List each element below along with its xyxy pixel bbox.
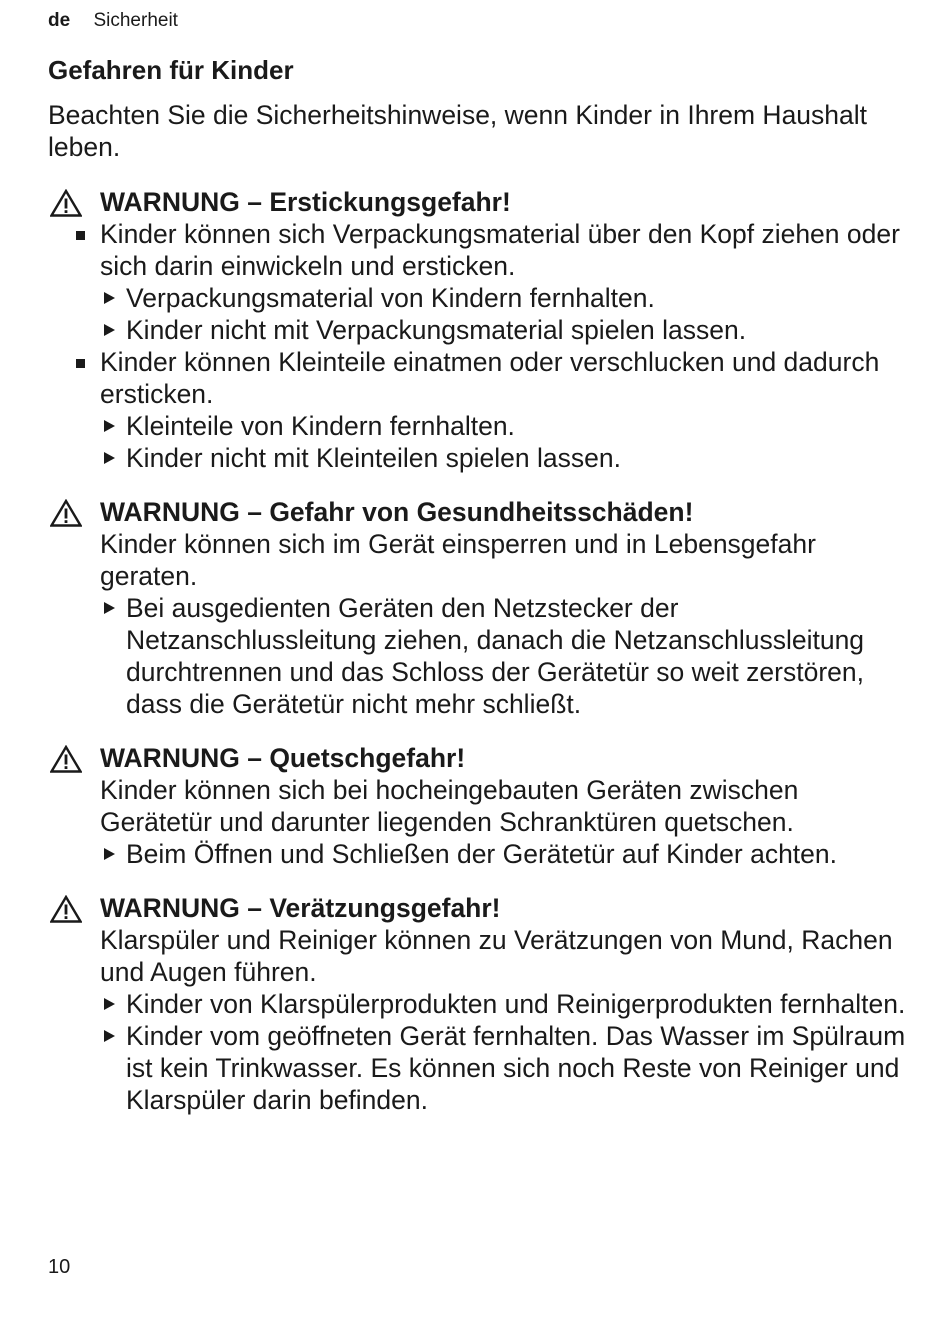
intro-text: Beachten Sie die Sicherheitshinweise, wenn Kinder in Ihrem Haushalt leben. — [48, 100, 868, 162]
step-item: Bei ausgedienten Geräten den Netzstecker der Netzanschlussleitung ziehen, danach die Netzanschlussleitung durchtrennen und das Schloss der Gerätetür so weit zerstören, dass die Gerätetür nicht mehr schließt. — [48, 592, 908, 720]
page-header — [48, 9, 178, 33]
warning-health-damage — [48, 496, 908, 720]
warning-text: Klarspüler und Reiniger können zu Verätzungen von Mund, Rachen und Augen führen. — [100, 925, 893, 987]
section-name: Sicherheit — [93, 10, 178, 31]
warning-title: WARNUNG – Erstickungsgefahr! — [48, 186, 908, 218]
triangle-arrow-icon — [104, 452, 115, 464]
warning-title: WARNUNG – Verätzungsgefahr! — [48, 892, 908, 924]
main-content — [48, 54, 908, 1138]
step-item: Kinder nicht mit Verpackungsmaterial spielen lassen. — [100, 314, 908, 346]
list-item: Kinder können Kleinteile einatmen oder verschlucken und dadurch ersticken. Kleinteile von Kindern fernhalten. Kinder nicht mit Kleinteilen spielen lassen. — [48, 346, 908, 474]
warning-triangle-icon — [50, 499, 82, 527]
triangle-arrow-icon — [104, 324, 115, 336]
page-number: 10 — [48, 1256, 71, 1278]
warning-triangle-icon — [50, 189, 82, 217]
list-item: Kinder können sich Verpackungsmaterial über den Kopf ziehen oder sich darin einwickeln und ersticken. Verpackungsmaterial von Kindern fernhalten. Kinder nicht mit Verpackungsmaterial spielen lassen. — [48, 218, 908, 346]
triangle-arrow-icon — [104, 848, 115, 860]
language-code: de — [48, 10, 71, 31]
step-list — [100, 410, 908, 474]
warning-triangle-icon — [50, 745, 82, 773]
step-list — [48, 592, 908, 720]
step-item: Verpackungsmaterial von Kindern fernhalten. — [100, 282, 908, 314]
page-title: Gefahren für Kinder — [48, 55, 294, 85]
step-item: Beim Öffnen und Schließen der Gerätetür auf Kinder achten. — [48, 838, 908, 870]
triangle-arrow-icon — [104, 998, 115, 1010]
warning-text: Kinder können sich bei hocheingebauten Geräten zwischen Gerätetür und darunter liegenden Schranktüren quetschen. — [100, 775, 799, 837]
warning-triangle-icon — [50, 895, 82, 923]
step-list — [48, 838, 908, 870]
triangle-arrow-icon — [104, 1030, 115, 1042]
warning-title: WARNUNG – Quetschgefahr! — [48, 742, 908, 774]
triangle-arrow-icon — [104, 292, 115, 304]
warning-suffocation — [48, 186, 908, 474]
triangle-arrow-icon — [104, 420, 115, 432]
warning-chemical-burn — [48, 892, 908, 1116]
triangle-arrow-icon — [104, 602, 115, 614]
step-item: Kleinteile von Kindern fernhalten. — [100, 410, 908, 442]
warning-crushing — [48, 742, 908, 870]
step-item: Kinder von Klarspülerprodukten und Reinigerprodukten fernhalten. — [48, 988, 908, 1020]
step-item: Kinder nicht mit Kleinteilen spielen lassen. — [100, 442, 908, 474]
bullet-list — [48, 218, 908, 474]
warning-text: Kinder können sich im Gerät einsperren und in Lebensgefahr geraten. — [100, 529, 816, 591]
square-bullet-icon — [76, 359, 85, 368]
step-item: Kinder vom geöffneten Gerät fernhalten. Das Wasser im Spülraum ist kein Trinkwasser. Es können sich noch Reste von Reiniger und Klarspüler darin befinden. — [48, 1020, 908, 1116]
step-list — [48, 988, 908, 1116]
step-list — [100, 282, 908, 346]
warning-title: WARNUNG – Gefahr von Gesundheitsschäden! — [48, 496, 908, 528]
square-bullet-icon — [76, 231, 85, 240]
